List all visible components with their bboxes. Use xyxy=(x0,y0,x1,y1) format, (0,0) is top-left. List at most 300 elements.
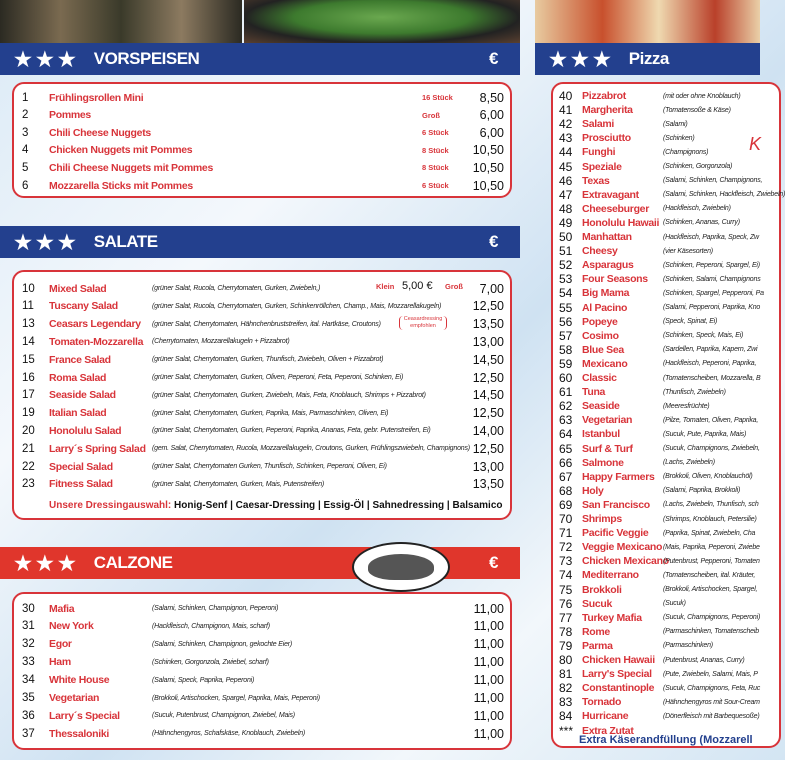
photo-spring-rolls xyxy=(0,0,242,43)
item-description: (grüner Salat, Rucola, Cherrytomaten, Gurken, Schinkenröllchen, Champ., Mais, Mozzarellakugeln) xyxy=(152,302,442,310)
menu-item xyxy=(553,399,773,413)
item-description: (Lachs, Zwiebeln, Thunfisch, sch xyxy=(663,501,759,509)
item-number: 51 xyxy=(559,244,573,259)
menu-item xyxy=(553,202,773,216)
menu-item xyxy=(553,329,773,343)
item-name: Chili Cheese Nuggets mit Pommes xyxy=(49,161,213,174)
menu-item xyxy=(14,690,510,707)
item-description: (Dönerfleisch mit Barbequesoße) xyxy=(663,712,760,720)
item-name: Tuna xyxy=(582,386,606,399)
menu-item xyxy=(553,286,773,300)
item-name: Extravagant xyxy=(582,188,639,201)
menu-item xyxy=(553,611,773,625)
menu-item xyxy=(14,618,510,635)
menu-item xyxy=(553,371,773,385)
menu-item xyxy=(14,636,510,653)
item-description: (Speck, Spinat, Ei) xyxy=(663,318,718,326)
photo-pizza xyxy=(535,0,760,43)
item-price: 13,50 xyxy=(472,317,504,332)
menu-item xyxy=(553,244,773,258)
menu-item xyxy=(553,484,773,498)
item-description: (Putenbrust, Pepperoni, Tomaten xyxy=(663,557,760,565)
dressing-note: Ceasardressing empfohlen xyxy=(399,316,447,330)
menu-item xyxy=(553,103,773,117)
calzone-illustration-icon xyxy=(352,542,450,592)
item-name: Larry´s Special xyxy=(49,709,120,722)
section-title: CALZONE xyxy=(93,553,173,572)
menu-item xyxy=(14,124,510,141)
item-name: Hurricane xyxy=(582,710,629,723)
item-name: Seaside Salad xyxy=(49,389,116,402)
item-description: (Hähnchengyros mit Sour-Cream xyxy=(663,698,760,706)
item-description: (Schinken, Salami, Champignons xyxy=(663,275,761,283)
vorspeisen-list xyxy=(12,82,512,198)
item-number: 23 xyxy=(22,478,35,491)
item-name: Chicken Nuggets mit Pommes xyxy=(49,144,193,157)
item-description: (Hackfleisch, Champignon, Mais, scharf) xyxy=(152,622,270,630)
item-description: (grüner Salat, Cherrytomaten, Gurken, Mais, Putenstreifen) xyxy=(152,480,325,488)
extra-cheese-line: Extra Käserandfüllung (Mozzarell xyxy=(579,734,753,746)
item-number: 75 xyxy=(559,582,573,597)
menu-item xyxy=(553,427,773,441)
item-number: 37 xyxy=(22,727,35,740)
menu-item xyxy=(553,131,773,145)
item-name: Prosciutto xyxy=(582,132,631,145)
menu-item xyxy=(553,568,773,582)
item-name: Chicken Mexicano xyxy=(582,555,669,568)
item-description: (Sucuk) xyxy=(663,600,686,608)
item-number: 73 xyxy=(559,554,573,569)
item-quantity: 8 Stück xyxy=(422,145,449,155)
item-number: 32 xyxy=(22,638,35,651)
item-description: (Schinken, Gorgonzola) xyxy=(663,163,733,170)
menu-item xyxy=(553,456,773,470)
item-name: Larry's Special xyxy=(582,668,652,681)
item-name: Speziale xyxy=(582,160,622,173)
item-description: (Champignons) xyxy=(663,148,709,156)
item-number: 6 xyxy=(22,179,29,192)
item-description: (vier Käsesorten) xyxy=(663,247,713,255)
item-description: (Pute, Zwiebeln, Salami, Mais, P xyxy=(663,670,758,678)
menu-item xyxy=(553,554,773,568)
item-number: 34 xyxy=(22,674,35,687)
item-description: (gem. Salat, Cherrytomaten, Rucola, Mozzarellakugeln, Croutons, Gurken, Frühlingszwiebeln, Champignons) xyxy=(152,445,470,453)
item-price: 11,00 xyxy=(473,655,504,670)
item-name: Roma Salad xyxy=(49,371,107,384)
item-name: Manhattan xyxy=(582,231,632,243)
item-price: 6,00 xyxy=(479,125,504,140)
item-description: (Schinken) xyxy=(663,134,695,142)
menu-item xyxy=(14,142,510,159)
item-number: 52 xyxy=(559,258,573,273)
item-description: (Salami, Schinken, Champignon, gekochte Eier) xyxy=(152,640,293,648)
item-name: Pacific Veggie xyxy=(582,527,649,540)
item-description: (Tomatenscheiben, Mozzarella, B xyxy=(663,374,761,382)
menu-item xyxy=(553,470,773,484)
item-number: 11 xyxy=(22,300,34,313)
item-number: 57 xyxy=(559,328,573,343)
item-price: 12,50 xyxy=(472,441,504,456)
menu-item xyxy=(553,526,773,540)
item-number: 5 xyxy=(22,161,29,174)
item-description: (Sucuk, Champignons, Zwiebeln, xyxy=(663,445,760,452)
item-price: 11,00 xyxy=(473,691,504,705)
menu-item xyxy=(553,216,773,230)
item-number: 53 xyxy=(559,272,573,287)
item-number: 63 xyxy=(559,413,573,428)
menu-item xyxy=(553,709,773,723)
item-number: 2 xyxy=(22,109,29,122)
menu-item xyxy=(14,387,510,404)
menu-item xyxy=(553,258,773,272)
item-number: 79 xyxy=(559,638,573,653)
item-name: Mexicano xyxy=(582,357,628,370)
item-name: Mixed Salad xyxy=(49,282,107,295)
item-description: (Mais, Paprika, Peperoni, Zwiebe xyxy=(663,543,760,551)
item-price: 11,00 xyxy=(473,601,504,616)
item-description: (Parmaschinken) xyxy=(663,642,713,650)
item-description: (Brokkoli, Artischocken, Spargel, xyxy=(663,586,758,593)
item-description: (grüner Salat, Cherrytomaten, Gurken, Thunfisch, Zwiebeln, Oliven + Pizzabrot) xyxy=(152,356,384,364)
item-name: Egor xyxy=(49,638,72,651)
vorspeisen-header xyxy=(0,43,520,75)
item-quantity: 6 Stück xyxy=(422,128,449,138)
menu-item xyxy=(553,625,773,639)
item-price: 7,00 xyxy=(479,281,504,296)
item-description: (Meeresfrüchte) xyxy=(663,402,710,410)
item-description: (Pilze, Tomaten, Oliven, Paprika, xyxy=(663,416,759,424)
item-number: 14 xyxy=(22,335,35,348)
item-description: (Salami, Speck, Paprika, Peperoni) xyxy=(152,676,255,684)
item-name: White House xyxy=(49,674,110,687)
item-description: (Schinken, Ananas, Curry) xyxy=(663,219,740,227)
item-name: France Salad xyxy=(49,353,111,366)
calzone-list xyxy=(12,592,512,750)
item-name: Istanbul xyxy=(582,428,620,441)
item-number: 83 xyxy=(559,695,573,710)
item-description: (grüner Salat, Rucola, Cherrytomaten, Gurken, Zwiebeln,) xyxy=(152,285,321,292)
menu-item xyxy=(14,333,510,350)
menu-item xyxy=(14,107,510,124)
salate-header xyxy=(0,226,520,258)
item-name: Blue Sea xyxy=(582,343,624,356)
item-number: 45 xyxy=(559,159,573,174)
item-quantity: 8 Stück xyxy=(422,163,449,173)
pizza-list xyxy=(551,82,785,748)
item-price: 12,50 xyxy=(472,299,504,314)
item-number: 56 xyxy=(559,314,573,329)
item-price: 11,00 xyxy=(473,619,504,634)
item-description: (Salami, Schinken, Champignon, Peperoni) xyxy=(152,605,279,612)
currency-label: € xyxy=(489,553,498,572)
item-number: 59 xyxy=(559,356,573,371)
item-name: Tomaten-Mozzarella xyxy=(49,335,144,348)
menu-item xyxy=(553,301,773,315)
item-name: Cheesy xyxy=(582,245,618,258)
item-name: Salmone xyxy=(582,456,624,469)
item-name: Tuscany Salad xyxy=(49,300,118,313)
handwritten-note: K xyxy=(749,134,762,154)
item-name: Special Salad xyxy=(49,460,113,473)
item-name: Chili Cheese Nuggets xyxy=(49,126,151,139)
item-name: Mafia xyxy=(49,602,75,615)
item-number: 54 xyxy=(559,286,573,301)
item-name: Sucuk xyxy=(582,597,613,610)
item-number: 76 xyxy=(559,596,573,611)
item-description: (grüner Salat, Cherrytomaten, Gurken, Peperoni, Paprika, Ananas, Feta, gebr. Putenstreifen, Ei) xyxy=(152,427,431,435)
item-name: Shrimps xyxy=(582,513,622,525)
menu-item xyxy=(553,442,773,456)
item-number: 70 xyxy=(559,512,573,526)
item-price: 11,00 xyxy=(473,726,504,741)
salate-list xyxy=(12,270,512,520)
item-number: 62 xyxy=(559,399,573,414)
item-description: (grüner Salat, Cherrytomaten Gurken, Thunfisch, Schinken, Peperoni, Oliven, Ei) xyxy=(152,463,387,470)
item-number: *** xyxy=(559,723,574,738)
item-price: 12,50 xyxy=(472,370,504,385)
item-name: Veggie Mexicano xyxy=(582,541,663,554)
item-number: 3 xyxy=(22,126,29,139)
item-price: 14,50 xyxy=(472,352,504,367)
item-number: 78 xyxy=(559,624,573,639)
item-name: Pizzabrot xyxy=(582,90,626,102)
item-number: 65 xyxy=(559,441,573,456)
item-description: (Salami) xyxy=(663,120,688,128)
menu-item xyxy=(553,695,773,709)
item-number: 77 xyxy=(559,610,573,625)
item-description: (Hackfleisch, Paprika, Speck, Zw xyxy=(663,233,759,241)
item-number: 74 xyxy=(559,568,573,583)
currency-label: € xyxy=(489,49,498,68)
item-number: 20 xyxy=(22,424,35,437)
item-description: (Hähnchengyros, Schafskäse, Knoblauch, Zwiebeln) xyxy=(152,730,306,738)
menu-item xyxy=(553,187,785,202)
menu-item xyxy=(14,476,510,493)
item-name: San Francisco xyxy=(582,498,650,511)
item-description: (grüner Salat, Cherrytomaten, Hähnchenbruststreifen, ital. Hartkäse, Croutons) xyxy=(152,320,381,328)
photo-salad xyxy=(244,0,520,43)
stars-icon: ★★★ xyxy=(14,552,80,575)
menu-item xyxy=(14,600,510,617)
item-name: Larry´s Spring Salad xyxy=(49,442,146,455)
menu-item xyxy=(553,385,773,399)
item-price: 12,50 xyxy=(472,406,504,421)
stars-icon: ★★★ xyxy=(549,48,615,71)
menu-item xyxy=(14,298,510,315)
item-name: Asparagus xyxy=(582,259,634,272)
item-name: Popeye xyxy=(582,315,618,328)
size-small-price: 5,00 € xyxy=(402,280,433,292)
item-number: 42 xyxy=(559,117,573,132)
item-price: 14,00 xyxy=(472,423,504,438)
item-description: (Sucuk, Champignons, Peperoni) xyxy=(663,614,761,622)
menu-item xyxy=(553,540,773,554)
item-name: Extra Zutat xyxy=(582,724,634,737)
item-number: 55 xyxy=(559,300,573,315)
item-name: Mediterrano xyxy=(582,569,639,582)
item-description: (Paprika, Spinat, Zwiebeln, Cha xyxy=(663,529,756,537)
item-name: Vegetarian xyxy=(582,414,633,427)
menu-item xyxy=(14,422,510,439)
menu-item xyxy=(553,357,773,371)
menu-item xyxy=(14,440,510,457)
item-name: Turkey Mafia xyxy=(582,611,642,624)
item-description: (grüner Salat, Cherrytomaten, Gurken, Oliven, Peperoni, Feta, Peperoni, Schinken, Ei) xyxy=(152,374,404,381)
item-description: (Salami, Pepperoni, Paprika, Kno xyxy=(663,304,761,311)
item-number: 81 xyxy=(559,667,573,682)
item-number: 44 xyxy=(559,145,573,160)
item-number: 50 xyxy=(559,230,573,244)
menu-item xyxy=(14,351,510,368)
item-description: (Brokkoli, Oliven, Knoblauchöl) xyxy=(663,473,753,481)
item-name: Al Pacino xyxy=(582,301,628,314)
size-small-label: Klein xyxy=(376,282,395,291)
item-price: 14,50 xyxy=(472,388,504,403)
item-name: Ham xyxy=(49,656,71,669)
menu-item xyxy=(14,369,510,386)
item-name: Fitness Salad xyxy=(49,478,113,491)
menu-item xyxy=(14,89,510,106)
item-number: 46 xyxy=(559,173,573,188)
item-description: (Sucuk, Putenbrust, Champignon, Zwiebel, Mais) xyxy=(152,712,295,720)
item-name: Four Seasons xyxy=(582,273,648,286)
item-description: (Brokkoli, Artischocken, Spargel, Paprika, Mais, Peperoni) xyxy=(152,694,320,702)
menu-item xyxy=(553,89,773,103)
item-description: (Thunfisch, Zwiebeln) xyxy=(663,388,726,396)
item-number: 58 xyxy=(559,342,573,357)
menu-item xyxy=(14,405,510,422)
item-number: 60 xyxy=(559,371,573,385)
item-description: (Schinken, Peperoni, Spargel, Ei) xyxy=(663,261,760,269)
menu-item xyxy=(553,667,773,681)
item-description: (Sardellen, Paprika, Kapern, Zwi xyxy=(663,346,758,354)
item-name: Pommes xyxy=(49,109,91,122)
item-description: (Cherrytomaten, Mozzarellakugeln + Pizzabrot) xyxy=(152,338,290,346)
dressing-label: Unsere Dressingauswahl: xyxy=(49,500,172,511)
item-number: 21 xyxy=(22,442,35,455)
item-description: (Schinken, Speck, Mais, Ei) xyxy=(663,332,744,340)
item-price: 10,50 xyxy=(472,178,504,193)
item-name: Surf & Turf xyxy=(582,442,633,455)
item-description: (grüner Salat, Cherrytomaten, Gurken, Zwiebeln, Mais, Feta, Knoblauch, Shrimps + Pizzabrot) xyxy=(152,391,426,399)
item-name: New York xyxy=(49,620,94,633)
menu-item xyxy=(553,583,773,597)
item-description: (Salami, Schinken, Champignons, xyxy=(663,177,763,185)
menu-item xyxy=(553,498,773,512)
menu-item xyxy=(14,159,510,176)
item-number: 66 xyxy=(559,455,573,470)
item-name: Thessaloniki xyxy=(49,727,110,740)
item-name: Brokkoli xyxy=(582,583,622,596)
section-title: VORSPEISEN xyxy=(93,49,200,68)
menu-item xyxy=(553,174,773,188)
menu-item xyxy=(553,343,773,357)
item-description: (Lachs, Zwiebeln) xyxy=(663,459,715,467)
section-title: SALATE xyxy=(93,232,158,251)
item-description: (Salami, Schinken, Hackfleisch, Zwiebeln) xyxy=(663,191,785,199)
item-description: (Hackfleisch, Zwiebeln) xyxy=(663,205,731,213)
item-number: 71 xyxy=(559,526,573,541)
menu-item xyxy=(14,458,510,475)
menu-item xyxy=(553,512,773,526)
item-price: 10,50 xyxy=(472,160,504,175)
item-name: Chicken Hawaii xyxy=(582,654,655,666)
item-number: 33 xyxy=(22,656,35,669)
item-name: Mozzarella Sticks mit Pommes xyxy=(49,179,193,192)
item-number: 35 xyxy=(22,692,35,704)
item-number: 48 xyxy=(559,201,573,216)
item-number: 36 xyxy=(22,709,35,722)
item-name: Honolulu Salad xyxy=(49,424,122,437)
item-number: 84 xyxy=(559,709,573,724)
item-name: Parma xyxy=(582,639,613,652)
item-description: (Tomatensoße & Käse) xyxy=(663,106,731,114)
menu-item xyxy=(553,145,773,159)
menu-item xyxy=(14,725,510,742)
item-name: Honolulu Hawaii xyxy=(582,216,660,229)
currency-label: € xyxy=(489,232,498,251)
section-title: Pizza xyxy=(628,49,669,68)
item-description: (Sucuk, Pute, Paprika, Mais) xyxy=(663,430,747,438)
stars-icon: ★★★ xyxy=(14,48,80,71)
item-price: 13,50 xyxy=(472,477,504,492)
item-name: Seaside xyxy=(582,400,620,413)
item-number: 67 xyxy=(559,469,573,484)
item-number: 1 xyxy=(22,91,29,104)
item-description: (Shrimps, Knoblauch, Petersilie) xyxy=(663,515,757,523)
item-name: Ceasars Legendary xyxy=(49,318,141,331)
item-name: Happy Farmers xyxy=(582,470,655,483)
menu-item xyxy=(553,724,773,738)
item-description: (Tomatenscheiben, ital. Kräuter, xyxy=(663,571,756,579)
item-name: Cosimo xyxy=(582,329,619,342)
item-name: Constantinople xyxy=(582,682,655,695)
menu-item xyxy=(553,230,773,244)
item-number: 68 xyxy=(559,483,573,498)
dressing-options: Honig-Senf | Caesar-Dressing | Essig-Öl | Sahnedressing | Balsamico xyxy=(174,500,503,511)
item-name: Classic xyxy=(582,372,617,384)
item-number: 17 xyxy=(22,389,35,402)
item-number: 30 xyxy=(22,602,35,615)
menu-item xyxy=(553,413,773,427)
item-price: 8,50 xyxy=(479,90,504,105)
menu-item xyxy=(14,177,510,194)
item-description: (Salami, Paprika, Brokkoli) xyxy=(663,487,741,495)
item-name: Vegetarian xyxy=(49,692,100,704)
item-price: 10,50 xyxy=(472,143,504,158)
item-description: (Parmaschinken, Tomatenscheib xyxy=(663,628,759,636)
item-price: 13,00 xyxy=(472,334,504,349)
item-number: 82 xyxy=(559,681,573,696)
item-number: 41 xyxy=(559,103,573,118)
item-name: Salami xyxy=(582,118,615,131)
item-description: (mit oder ohne Knoblauch) xyxy=(663,92,741,100)
item-price: 11,00 xyxy=(473,673,504,688)
item-number: 40 xyxy=(559,89,573,103)
menu-item xyxy=(553,597,773,611)
item-price: 11,00 xyxy=(473,637,504,652)
item-description: (Hackfleisch, Peperoni, Paprika, xyxy=(663,360,757,368)
item-name: Cheeseburger xyxy=(582,202,650,215)
item-number: 47 xyxy=(559,187,573,202)
item-number: 15 xyxy=(22,353,35,366)
item-description: (Schinken, Spargel, Pepperoni, Pa xyxy=(663,289,764,297)
item-number: 4 xyxy=(22,144,29,157)
item-description: (Putenbrust, Ananas, Curry) xyxy=(663,656,745,664)
item-number: 69 xyxy=(559,497,573,512)
menu-item xyxy=(553,272,773,286)
menu-item xyxy=(14,654,510,671)
